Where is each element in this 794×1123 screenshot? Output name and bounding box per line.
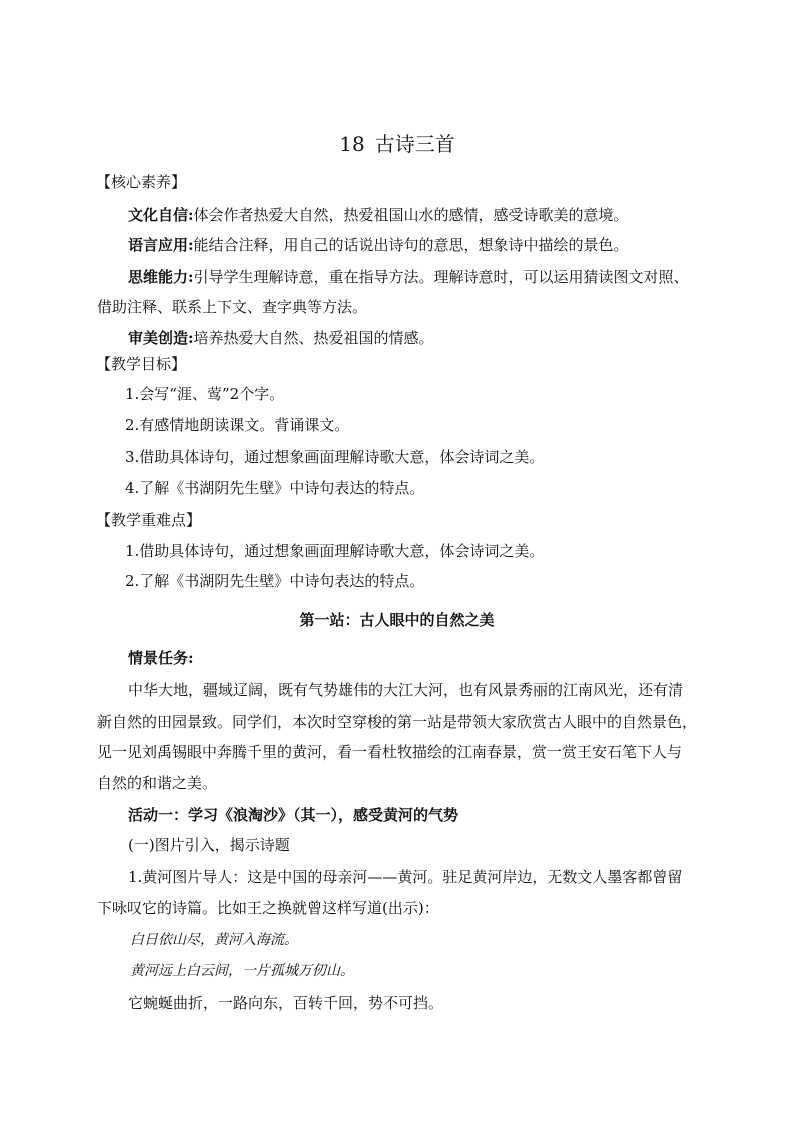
core-item-label: 文化自信:: [128, 206, 194, 224]
core-item-text: 引导学生理解诗意，重在指导方法。理解诗意时，可以运用猜读图文对照、: [193, 268, 689, 286]
core-item-culture: [128, 205, 629, 225]
station-title: 第一站：古人眼中的自然之美: [299, 611, 495, 629]
key-point-item: 2.了解《书湖阴先生壁》中诗句表达的特点。: [125, 572, 425, 590]
core-item-label: 审美创造:: [128, 329, 194, 347]
scenario-task-label: 情景任务:: [128, 649, 194, 667]
poem-line: 白日依山尽，黄河入海流。: [130, 932, 298, 948]
intro-line: 下咏叹它的诗篇。比如王之换就曾这样写道(出示)：: [97, 899, 439, 917]
activity-heading: 活动一：学习《浪淘沙》（其一），感受黄河的气势: [128, 806, 459, 824]
poem-line: 黄河远上白云间，一片孤城万仞山。: [130, 963, 354, 979]
lesson-number: 18: [339, 132, 365, 156]
core-item-thinking-continued: 借助注释、联系上下文、查字典等方法。: [97, 298, 368, 316]
goal-item: 1.会写“涯、莺”2个字。: [125, 385, 285, 403]
core-item-aesthetic: [128, 328, 434, 348]
core-item-label: 思维能力:: [128, 268, 194, 286]
goal-item: 4.了解《书湖阴先生壁》中诗句表达的特点。: [125, 479, 425, 497]
goal-item: 3.借助具体诗句，通过想象画面理解诗歌大意，体会诗词之美。: [125, 448, 545, 466]
key-point-item: 1.借助具体诗句，通过想象画面理解诗歌大意，体会诗词之美。: [125, 542, 545, 560]
core-item-text: 培养热爱大自然、热爱祖国的情感。: [193, 329, 434, 347]
key-points-heading: 【教学重难点】: [96, 511, 202, 529]
core-item-text: 体会作者热爱大自然，热爱祖国山水的感情，感受诗歌美的意境。: [193, 206, 629, 224]
step-heading: (一)图片引入，揭示诗题: [128, 836, 290, 854]
paragraph-line: 中华大地，疆域辽阔，既有气势雄伟的大江大河，也有风景秀丽的江南风光，还有清: [128, 681, 684, 699]
teaching-goals-heading: 【教学目标】: [96, 355, 187, 373]
core-item-thinking: [128, 267, 689, 287]
core-literacy-heading: 【核心素养】: [96, 173, 187, 191]
paragraph-line: 新自然的田园景致。同学们，本次时空穿梭的第一站是带领大家欣赏古人眼中的自然景色，: [97, 713, 698, 731]
goal-item: 2.有感情地朗读课文。背诵课文。: [125, 416, 350, 434]
intro-line: 1.黄河图片导人：这是中国的母亲河——黄河。驻足黄河岸边，无数文人墨客都曾留: [128, 868, 683, 886]
page-title: [0, 130, 794, 158]
core-item-text: 能结合注释，用自己的话说出诗句的意思，想象诗中描绘的景色。: [193, 236, 629, 254]
paragraph-line: 自然的和谐之美。: [97, 774, 218, 792]
core-item-language: [128, 235, 629, 255]
core-item-label: 语言应用:: [128, 236, 194, 254]
closing-line: 它蜿蜒曲折，一路向东，百转千回，势不可挡。: [128, 994, 444, 1012]
paragraph-line: 见一见刘禹锡眼中奔腾千里的黄河，看一看杜牧描绘的江南春景，赏一赏王安石笔下人与: [97, 743, 683, 761]
lesson-title: 古诗三首: [374, 132, 455, 156]
